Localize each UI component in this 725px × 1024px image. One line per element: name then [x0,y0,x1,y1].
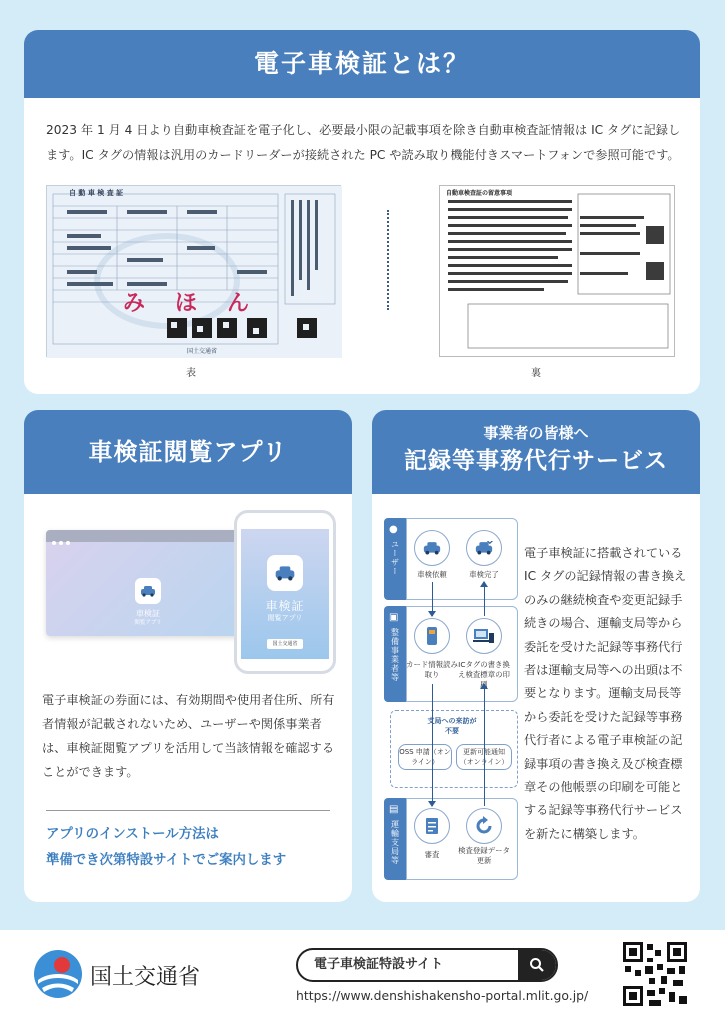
sample-stamp-text: み ほ ん [123,291,254,316]
building-icon: ▣ [389,612,399,623]
printer-icon [466,618,502,654]
no-visit-label: 支局への来訪が不要 [426,714,478,738]
arrow-request-to-read [432,582,433,616]
certificate-back-drawing [440,186,676,358]
app-subtitle-phone: 閲覧アプリ [267,614,303,622]
section-app-title: 車検証閲覧アプリ [24,410,352,494]
node-complete-label: 車検完了 [469,570,499,579]
app-description: 電子車検証の券面には、有効期間や使用者住所、所有者情報が記載されないため、ユーザーや関係事業者は、車検証閲覧アプリを活用して当該情報を確認することができます。 [42,693,335,779]
app-name-desktop: 車検証 [136,609,160,618]
section-about-card [24,30,700,394]
update-notice-tag: 更新可能通知（オンライン） [456,744,512,770]
search-icon[interactable] [518,950,556,980]
user-icon: ● [389,524,398,535]
app-subtitle-desktop: 閲覧アプリ [134,620,162,626]
car-request-icon [414,530,450,566]
divider-dots [387,210,389,310]
arrow-rewrite-to-complete [484,582,485,616]
app-name-phone: 車検証 [265,599,305,613]
smartphone-mockup [234,510,336,674]
review-document-icon [414,808,450,844]
node-data-update-label: 検査登録データ更新 [458,846,510,865]
node-request-label: 車検依頼 [417,570,447,579]
data-update-icon [466,808,502,844]
car-complete-icon [466,530,502,566]
lane-user-label: ● ユーザー [384,518,406,600]
app-issuer-badge: 国土交通省 [267,639,303,649]
front-caption: 表 [186,368,196,379]
office-icon: ▤ [389,804,399,815]
window-titlebar [46,530,260,542]
install-note-line1: アプリのインストール方法は [46,827,219,842]
node-ic-rewrite-label: ICタグの書き換え検査標章の印刷 [458,660,510,689]
app-icon-desktop [135,578,161,604]
section-app-card [24,410,352,902]
desktop-window-mockup [46,530,260,636]
qr-code-icon[interactable] [621,940,689,1008]
site-search-button[interactable] [296,948,558,982]
section-service-header [372,410,700,494]
section-service-card [372,410,700,902]
certificate-front-drawing [47,186,342,358]
site-search-label: 電子車検証特設サイト [314,957,444,972]
about-intro-text: 2023 年 1 月 4 日より自動車検査証を電子化し、必要最小限の記載事項を除き自動車検査証情報は IC タグに記録します。IC タグの情報は汎用のカードリーダーが接続された PC や読み取り機能付きスマートフォンで参照可能です。 [46,123,681,162]
section-about-title: 電子車検証とは？ [24,30,700,98]
arrow-update-to-rewrite [484,684,485,806]
service-flow-diagram [384,518,520,870]
service-description: 電子車検証に搭載されている IC タグの記録情報の書き換えのみの継続検査や変更記録手続きの場合、運輸支局等から委託を受けた記録等事務代行者は運輸支局等への出頭は不要となります。運輸支局長等から委託を受けた記録等事務代行者による電子車検証の記録事項の書き換え及び検査標章その他帳票の印刷を可能とする記録等事務代行サービスを新たに構築します。 [524,546,687,841]
card-reader-icon [414,618,450,654]
install-note-line2: 準備でき次第特設サイトでご案内します [46,853,287,868]
node-review-label: 審査 [424,850,440,859]
certificate-front-issuer: 国土交通省 [187,348,218,355]
certificate-back-title: 自動車検査証の留意事項 [446,190,513,197]
mlit-logo-icon [32,948,84,1000]
install-note [46,822,336,874]
node-card-read-label: カード情報読み取り [406,660,458,679]
lane-agent-label: ▣ 整備事業者等 [384,606,406,702]
lane-office-label: ▤ 運輸支局等 [384,798,406,880]
section-service-title: 記録等事務代行サービス [404,448,668,474]
back-caption: 裏 [531,368,541,379]
arrow-read-to-review [432,684,433,806]
footer [0,930,725,1024]
site-url-link[interactable]: https://www.denshishakensho-portal.mlit.go.jp/ [296,988,589,1003]
app-section-divider [46,810,330,811]
ministry-name: 国土交通省 [90,965,201,990]
certificate-front-image [46,185,341,357]
smartphone-screen [241,529,329,659]
oss-apply-tag: OSS 申請（オンライン） [398,744,452,770]
section-service-subtitle: 事業者の皆様へ [483,424,589,442]
certificate-front-title: 自 動 車 検 査 証 [69,189,124,197]
app-icon-phone [267,555,303,591]
certificate-back-image [439,185,675,357]
